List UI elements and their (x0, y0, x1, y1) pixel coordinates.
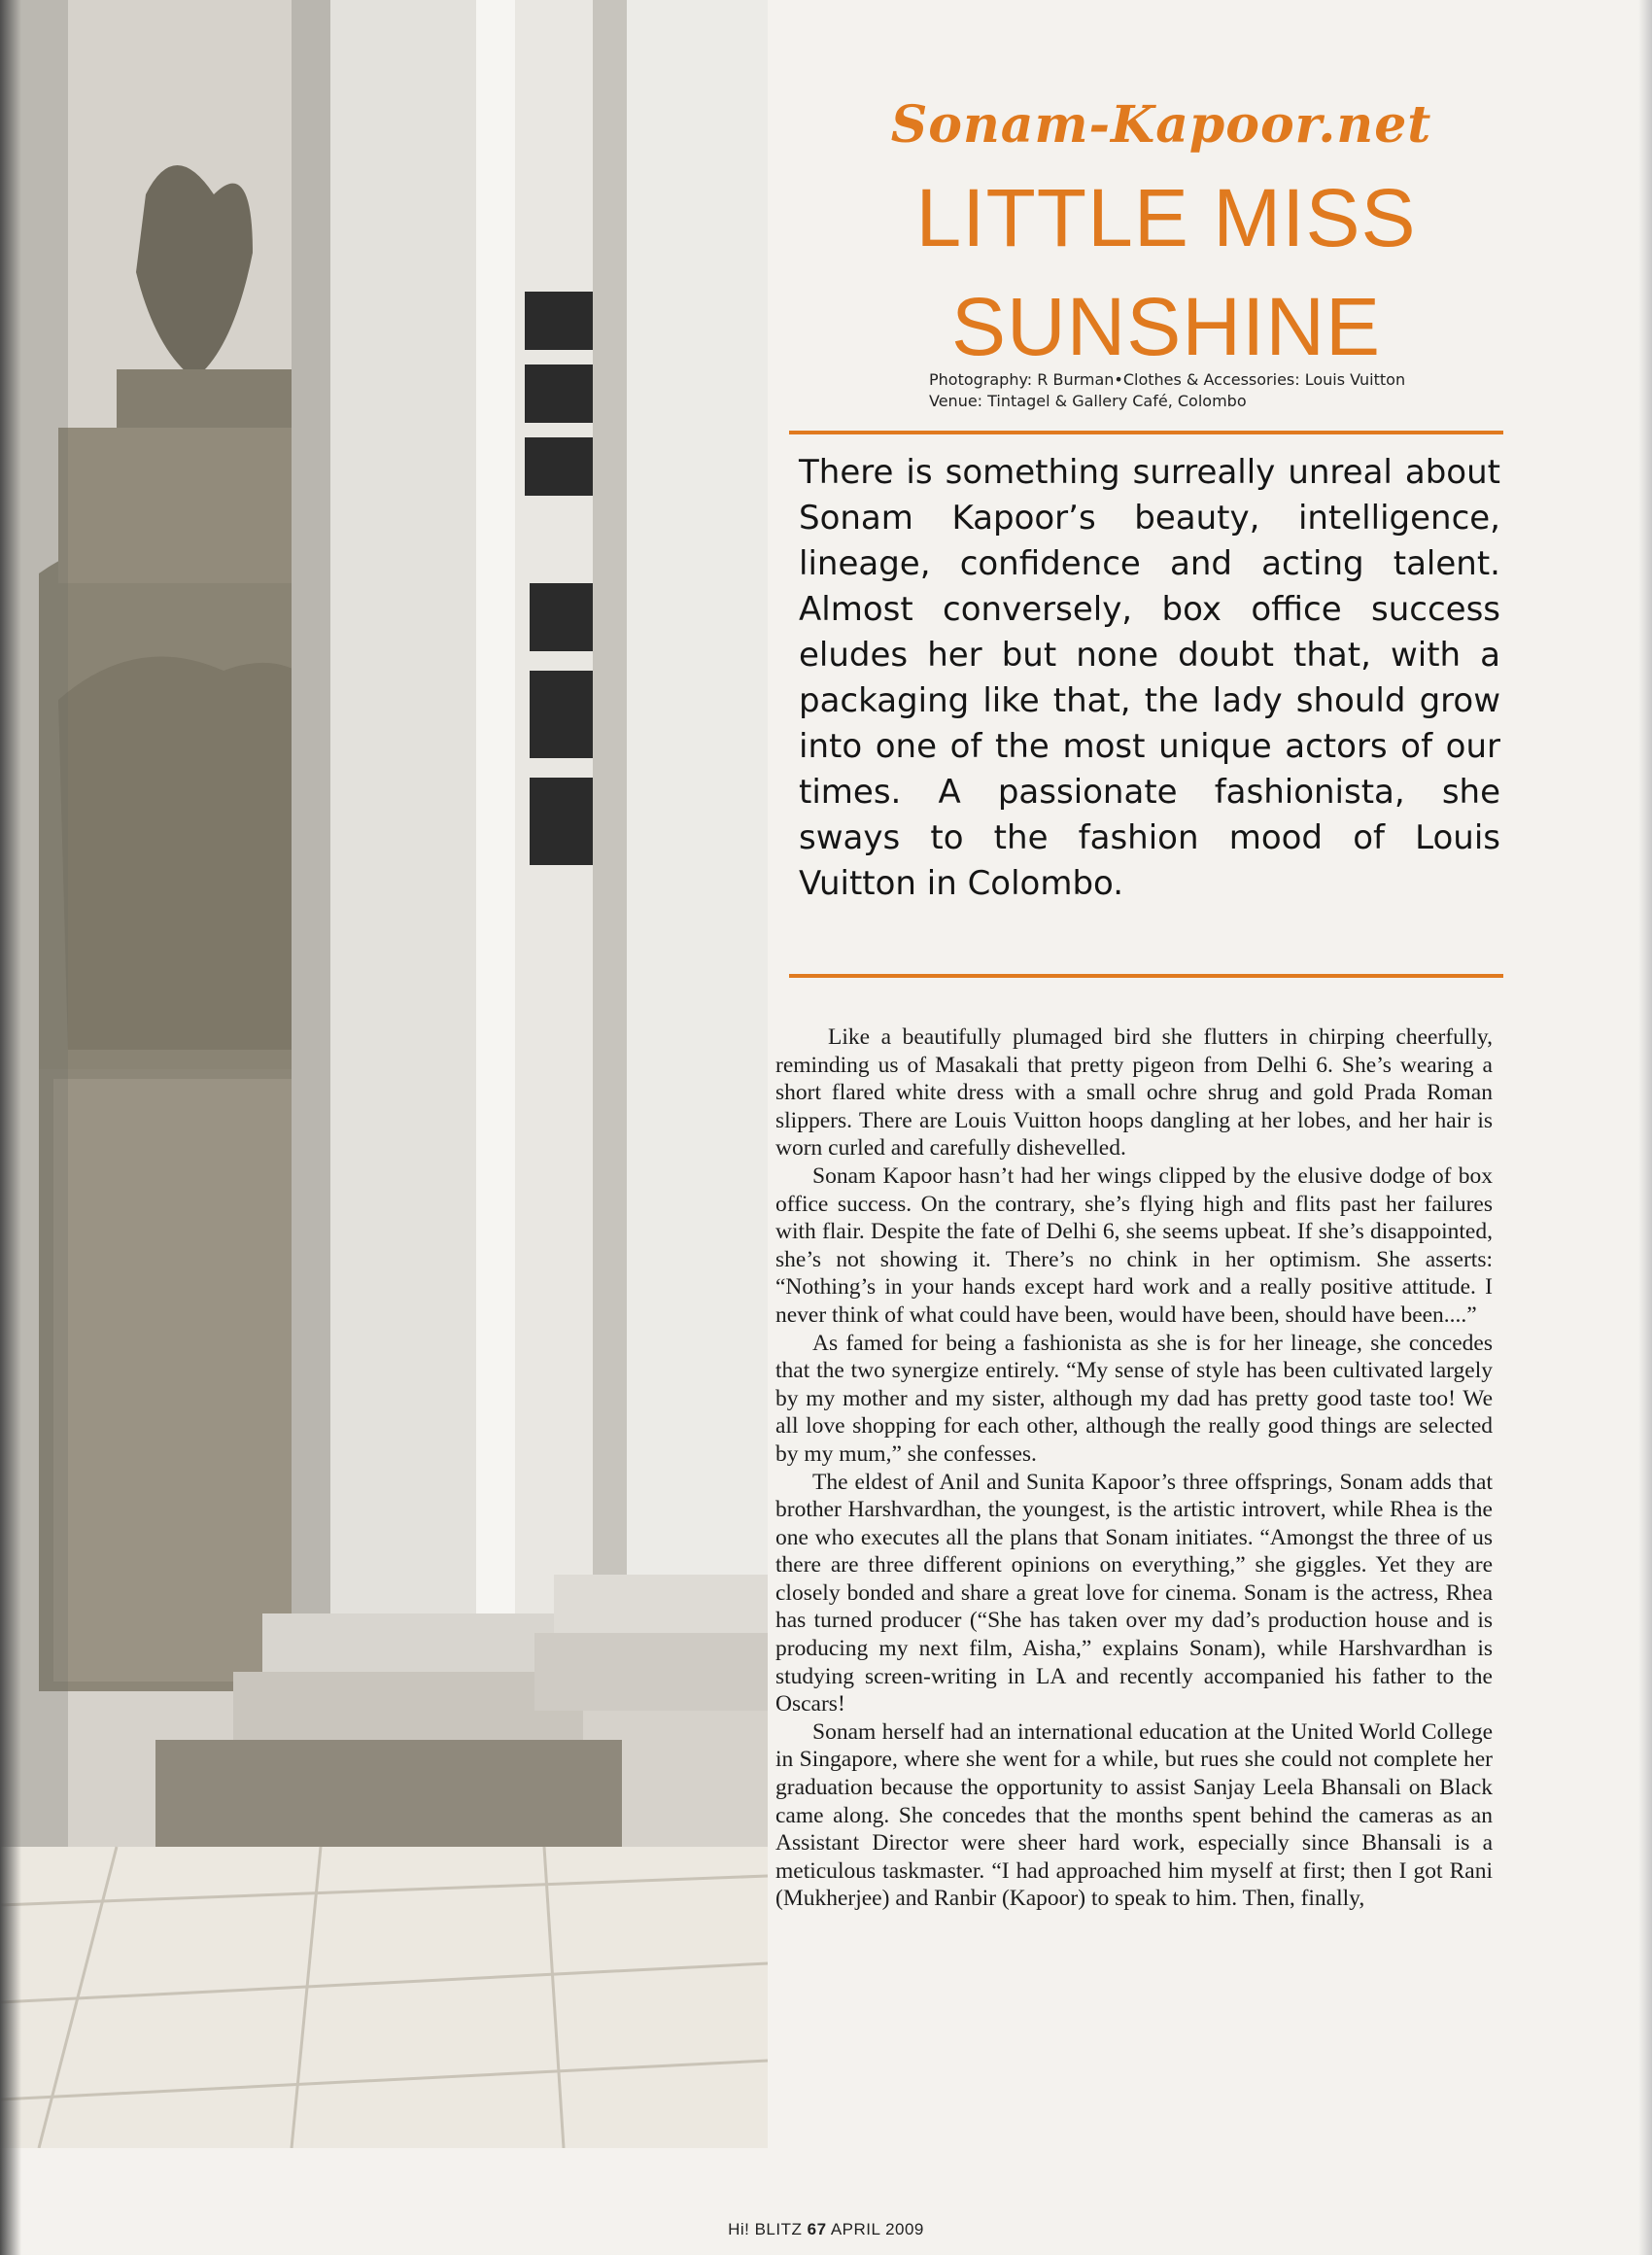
title-line-1: LITTLE MISS (915, 172, 1417, 263)
site-watermark: Sonam-Kapoor.net (890, 95, 1432, 155)
article-body (775, 1023, 1493, 2143)
title-line-2: SUNSHINE (950, 281, 1382, 372)
article-title (894, 163, 1438, 381)
page-edge (1638, 0, 1652, 2255)
body-paragraph: Like a beautifully plumaged bird she flutters in chirping cheerfully, reminding us of Masakali that pretty pigeon from Delhi 6. She’s wearing a short flared white dress with a small ochre shrug and gold Prada Roman slippers. There are Louis Vuitton hoops dangling at her lobes, and her hair is worn curled and carefully dishevelled. (775, 1024, 1493, 1162)
footer-page-number: 67 (807, 2220, 827, 2238)
body-paragraph: Sonam herself had an international education at the United World College in Singapore, where she went for a while, but rues she could not complete her graduation because the opportunity to assist Sanjay Leela Bhansali on Black came along. She concedes that the months spent behind the cameras as an Assistant Director were sheer hard work, especially since Bhansali is a meticulous taskmaster. “I had approached him myself at first; then I got Rani (Mukherjee) and Ranbir (Kapoor) to speak to him. Then, finally, (775, 1718, 1493, 1912)
body-paragraph: The eldest of Anil and Sunita Kapoor’s three offsprings, Sonam adds that brother Harshvardhan, the youngest, is the artistic introvert, while Rhea is the one who executes all the plans that Sonam initiates. “Amongst the three of us there are three different opinions on everything,” she giggles. Yet they are closely bonded and share a great love for cinema. Sonam is the actress, Rhea has turned producer (“She has taken over my dad’s production house and is producing my next film, Aisha,” explains Sonam), while Harshvardhan is studying screen-writing in LA and recently accompanied his father to the Oscars! (775, 1469, 1493, 1717)
footer-issue: APRIL 2009 (830, 2220, 924, 2238)
footer-magazine: Hi! BLITZ (728, 2220, 803, 2238)
body-paragraph: As famed for being a fashionista as she is for her lineage, she concedes that the two synergize entirely. “My sense of style has been cultivated largely by my mother and my sister, although my dad has pretty good taste too! We all love shopping for each other, although the really good things are selected by my mum,” she confesses. (775, 1330, 1493, 1467)
intro-standfirst: There is something surreally unreal about Sonam Kapoor’s beauty, intelligence, lineage, confidence and acting talent. Almost conversely, box office success eludes her but none doubt that, with a packaging like that, the lady should grow into one of the most unique actors of our times. A passionate fashionista, she sways to the fashion mood of Louis Vuitton in Colombo. (799, 453, 1500, 903)
column-photo (0, 0, 768, 2148)
photo-illustration (0, 0, 768, 2148)
credits-line-1: Photography: R Burman•Clothes & Accessories: Louis Vuitton (929, 370, 1406, 389)
top-divider (789, 431, 1503, 434)
page-fold-shadow (0, 0, 21, 2255)
body-paragraph: Sonam Kapoor hasn’t had her wings clipped by the elusive dodge of box office success. On the contrary, she’s flying high and flits past her failures with flair. Despite the fate of Delhi 6, she seems upbeat. If she’s disappointed, she’s not showing it. There’s no chink in her optimism. She asserts: “Nothing’s in your hands except hard work and a really positive attitude. I never think of what could have been, would have been, should have been....” (775, 1162, 1493, 1328)
credits-line-2: Venue: Tintagel & Gallery Café, Colombo (929, 392, 1247, 410)
photo-credits (929, 369, 1493, 412)
page-footer (0, 2220, 1652, 2239)
bottom-divider (789, 974, 1503, 978)
